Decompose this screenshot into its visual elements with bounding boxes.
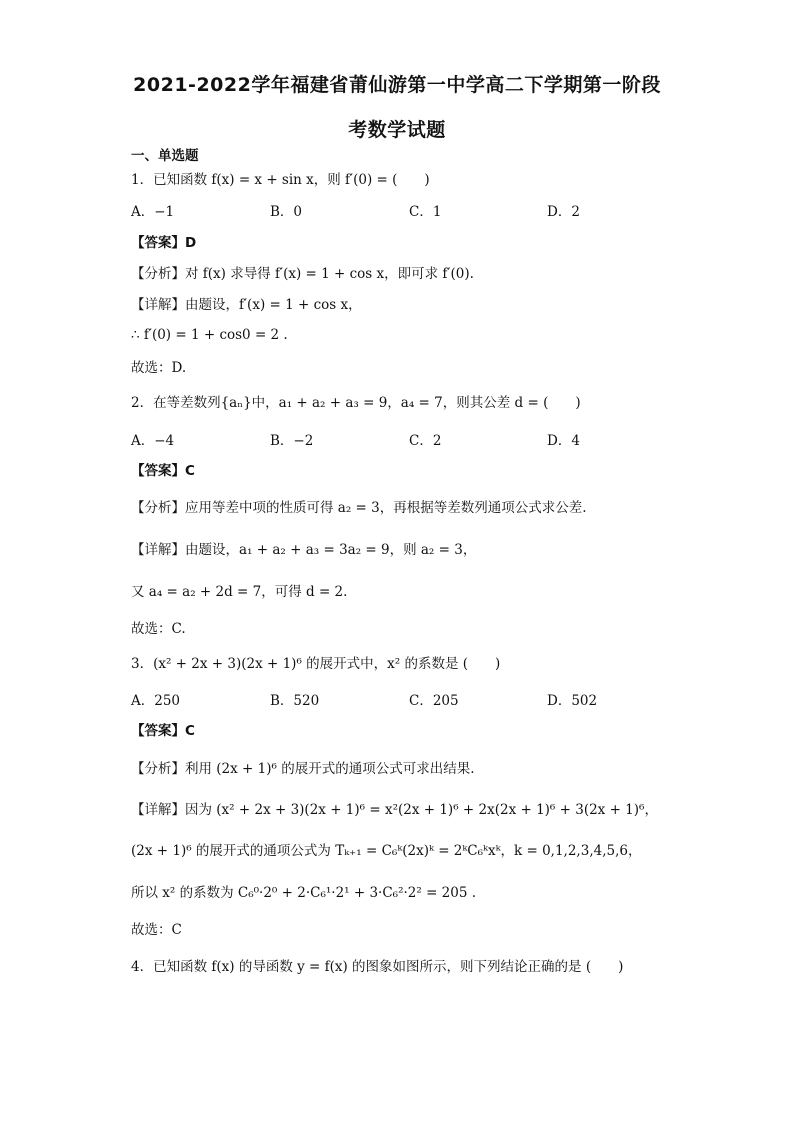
q3-detail: 【详解】因为 (x² + 2x + 3)(2x + 1)⁶ = x²(2x + 1)⁶ + 2x(2x + 1)⁶ + 3(2x + 1)⁶， bbox=[131, 802, 658, 818]
q2-option-b: B．−2 bbox=[270, 433, 314, 449]
q2-detail: 【详解】由题设，a₁ + a₂ + a₃ = 3a₂ = 9，则 a₂ = 3， bbox=[131, 542, 477, 558]
q2-option-c: C．2 bbox=[409, 433, 442, 449]
q1-detail: 【详解】由题设，f′(x) = 1 + cos x， bbox=[131, 297, 362, 313]
q3-stem: 3．(x² + 2x + 3)(2x + 1)⁶ 的展开式中，x² 的系数是 ( ) bbox=[131, 656, 501, 672]
document-title-line2: 考数学试题 bbox=[348, 119, 446, 141]
q1-step: ∴ f′(0) = 1 + cos0 = 2 . bbox=[131, 327, 288, 343]
q2-step: 又 a₄ = a₂ + 2d = 7，可得 d = 2. bbox=[131, 584, 348, 600]
q3-option-a: A．250 bbox=[131, 693, 181, 709]
q4-stem: 4．已知函数 f(x) 的导函数 y = f(x) 的图象如图所示，则下列结论正确的是 ( ) bbox=[131, 959, 624, 975]
q3-step1: (2x + 1)⁶ 的展开式的通项公式为 Tₖ₊₁ = C₆ᵏ(2x)ᵏ = 2ᵏC₆ᵏxᵏ，k = 0,1,2,3,4,5,6， bbox=[131, 843, 642, 859]
q1-choose: 故选：D. bbox=[131, 360, 187, 376]
q2-stem: 2．在等差数列{aₙ}中，a₁ + a₂ + a₃ = 9，a₄ = 7，则其公差 d = ( ) bbox=[131, 395, 581, 411]
q2-analysis: 【分析】应用等差中项的性质可得 a₂ = 3，再根据等差数列通项公式求公差. bbox=[131, 500, 587, 516]
q3-option-c: C．205 bbox=[409, 693, 459, 709]
q1-answer: 【答案】D bbox=[131, 235, 197, 251]
q2-answer: 【答案】C bbox=[131, 463, 195, 479]
q2-option-a: A．−4 bbox=[131, 433, 175, 449]
q2-choose: 故选：C. bbox=[131, 621, 186, 637]
q1-stem: 1．已知函数 f(x) = x + sin x，则 f′(0) = ( ) bbox=[131, 172, 430, 188]
q3-analysis: 【分析】利用 (2x + 1)⁶ 的展开式的通项公式可求出结果. bbox=[131, 761, 475, 777]
q1-option-c: C．1 bbox=[409, 204, 442, 220]
document-title-line1: 2021-2022学年福建省莆仙游第一中学高二下学期第一阶段 bbox=[133, 74, 661, 96]
q3-choose: 故选：C bbox=[131, 922, 182, 938]
q2-option-d: D．4 bbox=[547, 433, 580, 449]
q3-step2: 所以 x² 的系数为 C₆⁰·2⁰ + 2·C₆¹·2¹ + 3·C₆²·2² = 205 . bbox=[131, 885, 477, 901]
q1-option-d: D．2 bbox=[547, 204, 580, 220]
q1-option-a: A．−1 bbox=[131, 204, 175, 220]
q3-option-b: B．520 bbox=[270, 693, 320, 709]
q1-analysis: 【分析】对 f(x) 求导得 f′(x) = 1 + cos x，即可求 f′(0). bbox=[131, 266, 474, 282]
q3-option-d: D．502 bbox=[547, 693, 598, 709]
q3-answer: 【答案】C bbox=[131, 723, 195, 739]
q1-option-b: B．0 bbox=[270, 204, 303, 220]
section-heading: 一、单选题 bbox=[131, 148, 199, 164]
